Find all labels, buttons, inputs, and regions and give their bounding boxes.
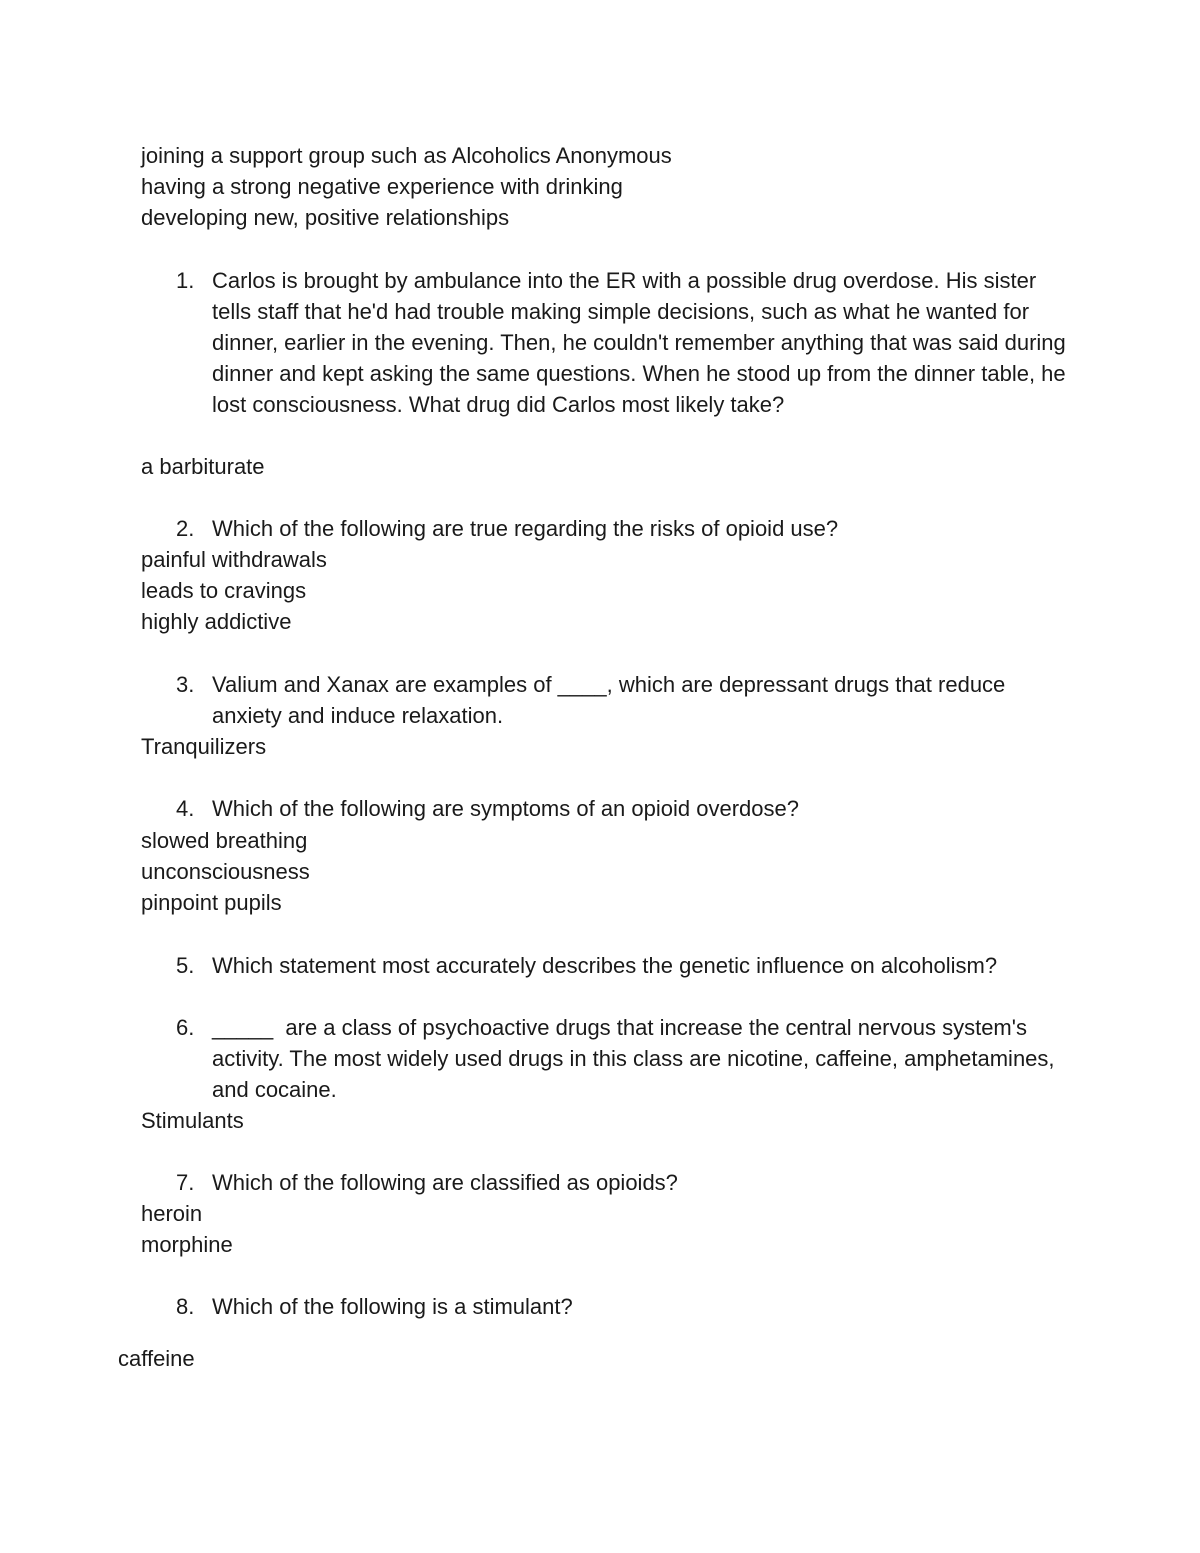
question-4: [176, 793, 1076, 824]
intro-answer: having a strong negative experience with drinking: [141, 174, 623, 199]
question-1: [176, 265, 1076, 420]
answer: slowed breathing: [141, 828, 308, 853]
question-number: 7.: [176, 1170, 195, 1195]
question-text: Which of the following is a stimulant?: [212, 1294, 573, 1319]
answer: unconsciousness: [141, 859, 310, 884]
question-2: [176, 513, 1076, 544]
question-number: 2.: [176, 516, 195, 541]
question-text: Which of the following are symptoms of an opioid overdose?: [212, 796, 799, 821]
question-text: _____ are a class of psychoactive drugs that increase the central nervous system's activity. The most widely used drugs in this class are nicotine, caffeine, amphetamines, and cocaine.: [212, 1015, 1061, 1102]
answer: leads to cravings: [141, 578, 307, 603]
intro-answer: joining a support group such as Alcoholics Anonymous: [141, 143, 672, 168]
question-text: Which of the following are true regarding the risks of opioid use?: [212, 516, 839, 541]
final-answer: caffeine: [118, 1346, 195, 1371]
answer: Stimulants: [141, 1108, 244, 1133]
answer: heroin: [141, 1201, 203, 1226]
question-text: Carlos is brought by ambulance into the ER with a possible drug overdose. His sister tells staff that he'd had trouble making simple decisions, such as what he wanted for dinner, earlier in the evening. Then, he couldn't remember anything that was said during dinner and kept asking the same questions. When he stood up from the dinner table, he lost consciousness. What drug did Carlos most likely take?: [212, 268, 1066, 417]
question-number: 6.: [176, 1015, 195, 1040]
question-number: 8.: [176, 1294, 195, 1319]
question-6: [176, 1012, 1076, 1105]
question-3: [176, 669, 1076, 731]
question-number: 5.: [176, 953, 195, 978]
question-text: Which statement most accurately describes the genetic influence on alcoholism?: [212, 953, 998, 978]
answer: a barbiturate: [141, 454, 265, 479]
answer: morphine: [141, 1232, 233, 1257]
question-7: [176, 1167, 1076, 1198]
intro-answer: developing new, positive relationships: [141, 205, 510, 230]
question-5: [176, 950, 1076, 981]
question-8: [176, 1291, 1076, 1322]
answer: Tranquilizers: [141, 734, 267, 759]
question-text: Valium and Xanax are examples of ____, which are depressant drugs that reduce anxiety and induce relaxation.: [212, 672, 1006, 728]
question-number: 1.: [176, 268, 195, 293]
question-text: Which of the following are classified as opioids?: [212, 1170, 678, 1195]
answer: pinpoint pupils: [141, 890, 282, 915]
question-number: 3.: [176, 672, 195, 697]
question-number: 4.: [176, 796, 195, 821]
answer: painful withdrawals: [141, 547, 327, 572]
answer: highly addictive: [141, 609, 292, 634]
